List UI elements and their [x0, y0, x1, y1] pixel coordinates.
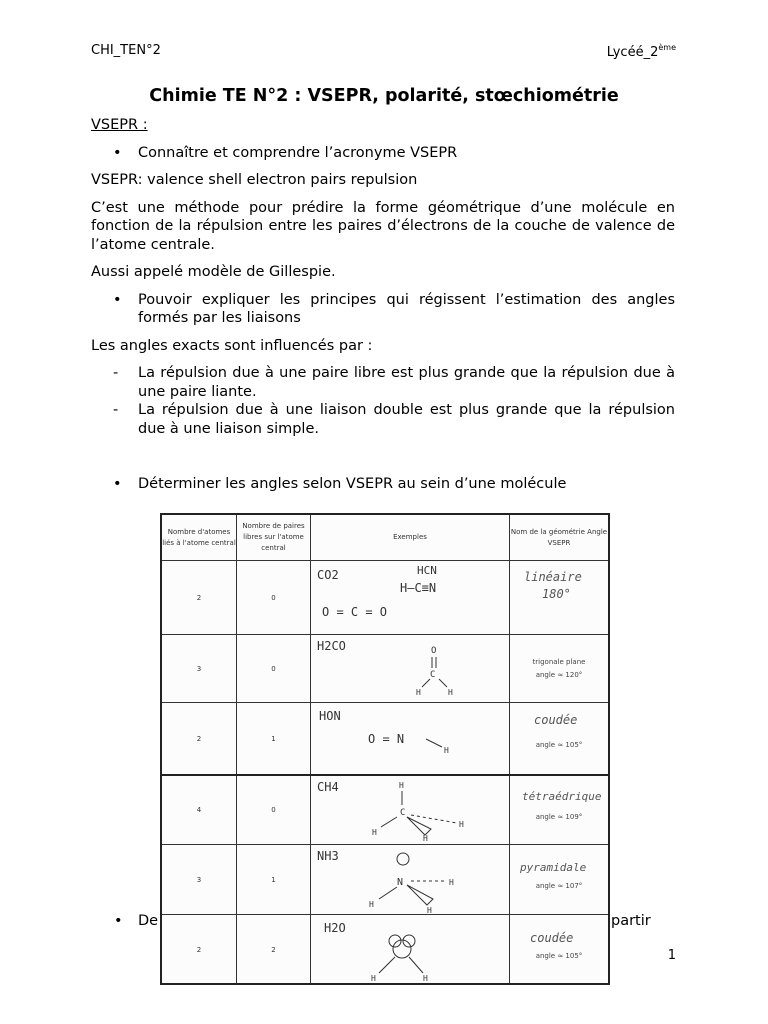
- svg-text:H: H: [372, 828, 377, 837]
- handwritten-formula: O = N: [368, 732, 405, 746]
- row-divider: [162, 844, 608, 845]
- cell-bonded: 2: [196, 734, 202, 743]
- header-left: CHI_TEN°2: [91, 43, 161, 58]
- partially-hidden-bullet: [114, 913, 158, 929]
- handwritten-geometry: tétraédrique: [522, 790, 602, 803]
- cell-bonded: 4: [196, 806, 202, 814]
- handwritten-example: NH3: [317, 849, 339, 863]
- vsepr-table-scan: [160, 513, 610, 985]
- handwritten-example: H2O: [324, 921, 346, 935]
- handwritten-example: HCN: [417, 564, 437, 577]
- cell-bonded: 3: [196, 876, 202, 884]
- cell-lone-pairs: 0: [271, 664, 276, 673]
- handwritten-example: CH4: [317, 780, 339, 794]
- bullet-marker: •: [113, 476, 122, 492]
- paragraph-method: C’est une méthode pour prédire la forme géométrique d’une molécule en fonction de la répulsion entre les paires d’électrons de la couche de valence de l’atome centrale.: [91, 199, 675, 253]
- structure-drawing-h2co: [414, 645, 474, 700]
- handwritten-example: CO2: [317, 568, 339, 582]
- geometry-name: trigonale plane: [532, 658, 586, 666]
- hidden-text-left: De: [138, 913, 159, 929]
- cell-lone-pairs: 1: [271, 876, 276, 884]
- bullet-marker: •: [113, 291, 122, 308]
- svg-text:H: H: [416, 688, 421, 697]
- page-number: 1: [667, 948, 676, 963]
- dash-item-lone-pair: [91, 364, 675, 401]
- header-right-sup: ème: [658, 43, 676, 52]
- geometry-angle: angle ≈ 105°: [535, 741, 583, 749]
- dash-marker: -: [113, 402, 119, 418]
- geometry-angle: angle ≈ 120°: [535, 671, 583, 679]
- svg-text:C: C: [430, 670, 436, 680]
- svg-text:N: N: [397, 877, 404, 888]
- cell-bonded: 2: [196, 593, 202, 602]
- bullet-marker: •: [114, 913, 123, 929]
- header-right-main: Lycéé_2: [606, 45, 659, 60]
- svg-text:H: H: [459, 820, 464, 829]
- geometry-angle: angle ≈ 107°: [535, 882, 583, 890]
- handwritten-geometry: coudée: [534, 713, 578, 727]
- table-header-geometry: Nom de la géométrie Angle VSEPR: [510, 527, 608, 547]
- bullet-item-principles: [91, 291, 675, 328]
- geometry-angle: angle ≈ 109°: [535, 813, 583, 821]
- svg-text:C: C: [400, 808, 406, 818]
- table-header-examples: Exemples: [393, 533, 427, 541]
- handwritten-formula: H–C≡N: [400, 581, 437, 595]
- bullet-text: Pouvoir expliquer les principes qui régissent l’estimation des angles formés par les liaisons: [138, 291, 675, 326]
- table-header-bonded: Nombre d'atomes liés à l'atome central: [162, 527, 236, 547]
- svg-text:H: H: [444, 746, 449, 755]
- structure-bond-h: [424, 737, 464, 757]
- cell-bonded: 2: [196, 945, 202, 954]
- dash-text: La répulsion due à une paire libre est plus grande que la répulsion due à une paire liante.: [138, 365, 675, 400]
- structure-drawing-h2o: [357, 919, 447, 983]
- svg-text:H: H: [423, 974, 428, 983]
- section-heading-vsepr: VSEPR :: [91, 117, 148, 133]
- dash-item-double-bond: [91, 401, 675, 438]
- svg-text:H: H: [427, 906, 432, 915]
- paragraph-gillespie: Aussi appelé modèle de Gillespie.: [91, 264, 336, 280]
- paragraph-acronym: VSEPR: valence shell electron pairs repulsion: [91, 172, 418, 188]
- cell-lone-pairs: 1: [271, 734, 276, 743]
- paragraph-angles: Les angles exacts sont influencés par :: [91, 337, 373, 354]
- handwritten-geometry: coudée: [530, 931, 574, 945]
- svg-text:H: H: [423, 834, 428, 843]
- row-divider: [162, 914, 608, 915]
- svg-text:H: H: [371, 974, 376, 983]
- cell-lone-pairs: 0: [271, 593, 276, 602]
- svg-text:H: H: [369, 900, 374, 909]
- svg-text:O: O: [431, 646, 437, 656]
- handwritten-example: H2CO: [317, 639, 346, 653]
- handwritten-formula: O = C = O: [322, 605, 388, 619]
- document-body: [91, 116, 675, 503]
- cell-lone-pairs: 2: [271, 945, 276, 954]
- bullet-marker: •: [113, 144, 122, 161]
- handwritten-geometry: pyramidale: [520, 861, 587, 874]
- bullet-text: Déterminer les angles selon VSEPR au sein d’une molécule: [138, 476, 567, 492]
- cell-lone-pairs: 0: [271, 806, 276, 814]
- bullet-text: Connaître et comprendre l’acronyme VSEPR: [138, 144, 458, 161]
- column-divider: [310, 515, 311, 983]
- page-title: Chimie TE N°2 : VSEPR, polarité, stœchiométrie: [149, 86, 619, 106]
- structure-drawing-ch4: [367, 777, 477, 842]
- handwritten-geometry: linéaire: [524, 570, 582, 584]
- bullet-item-acronym: [91, 144, 675, 163]
- structure-drawing-nh3: [357, 851, 472, 913]
- header-right: [607, 43, 676, 60]
- handwritten-angle: 180°: [542, 587, 571, 601]
- handwritten-example: HON: [319, 709, 341, 723]
- table-header-lone-pairs: Nombre de paires libres sur l'atome central: [242, 522, 305, 552]
- dash-marker: -: [113, 365, 119, 381]
- svg-text:H: H: [448, 688, 453, 697]
- geometry-angle: angle ≈ 105°: [535, 952, 583, 960]
- cell-bonded: 3: [196, 664, 202, 673]
- bullet-item-determine: [91, 475, 675, 494]
- hidden-text-right: partir: [611, 913, 651, 929]
- svg-text:H: H: [399, 781, 404, 790]
- svg-text:H: H: [449, 878, 454, 887]
- dash-text: La répulsion due à une liaison double est plus grande que la répulsion due à une liaison simple.: [138, 402, 675, 437]
